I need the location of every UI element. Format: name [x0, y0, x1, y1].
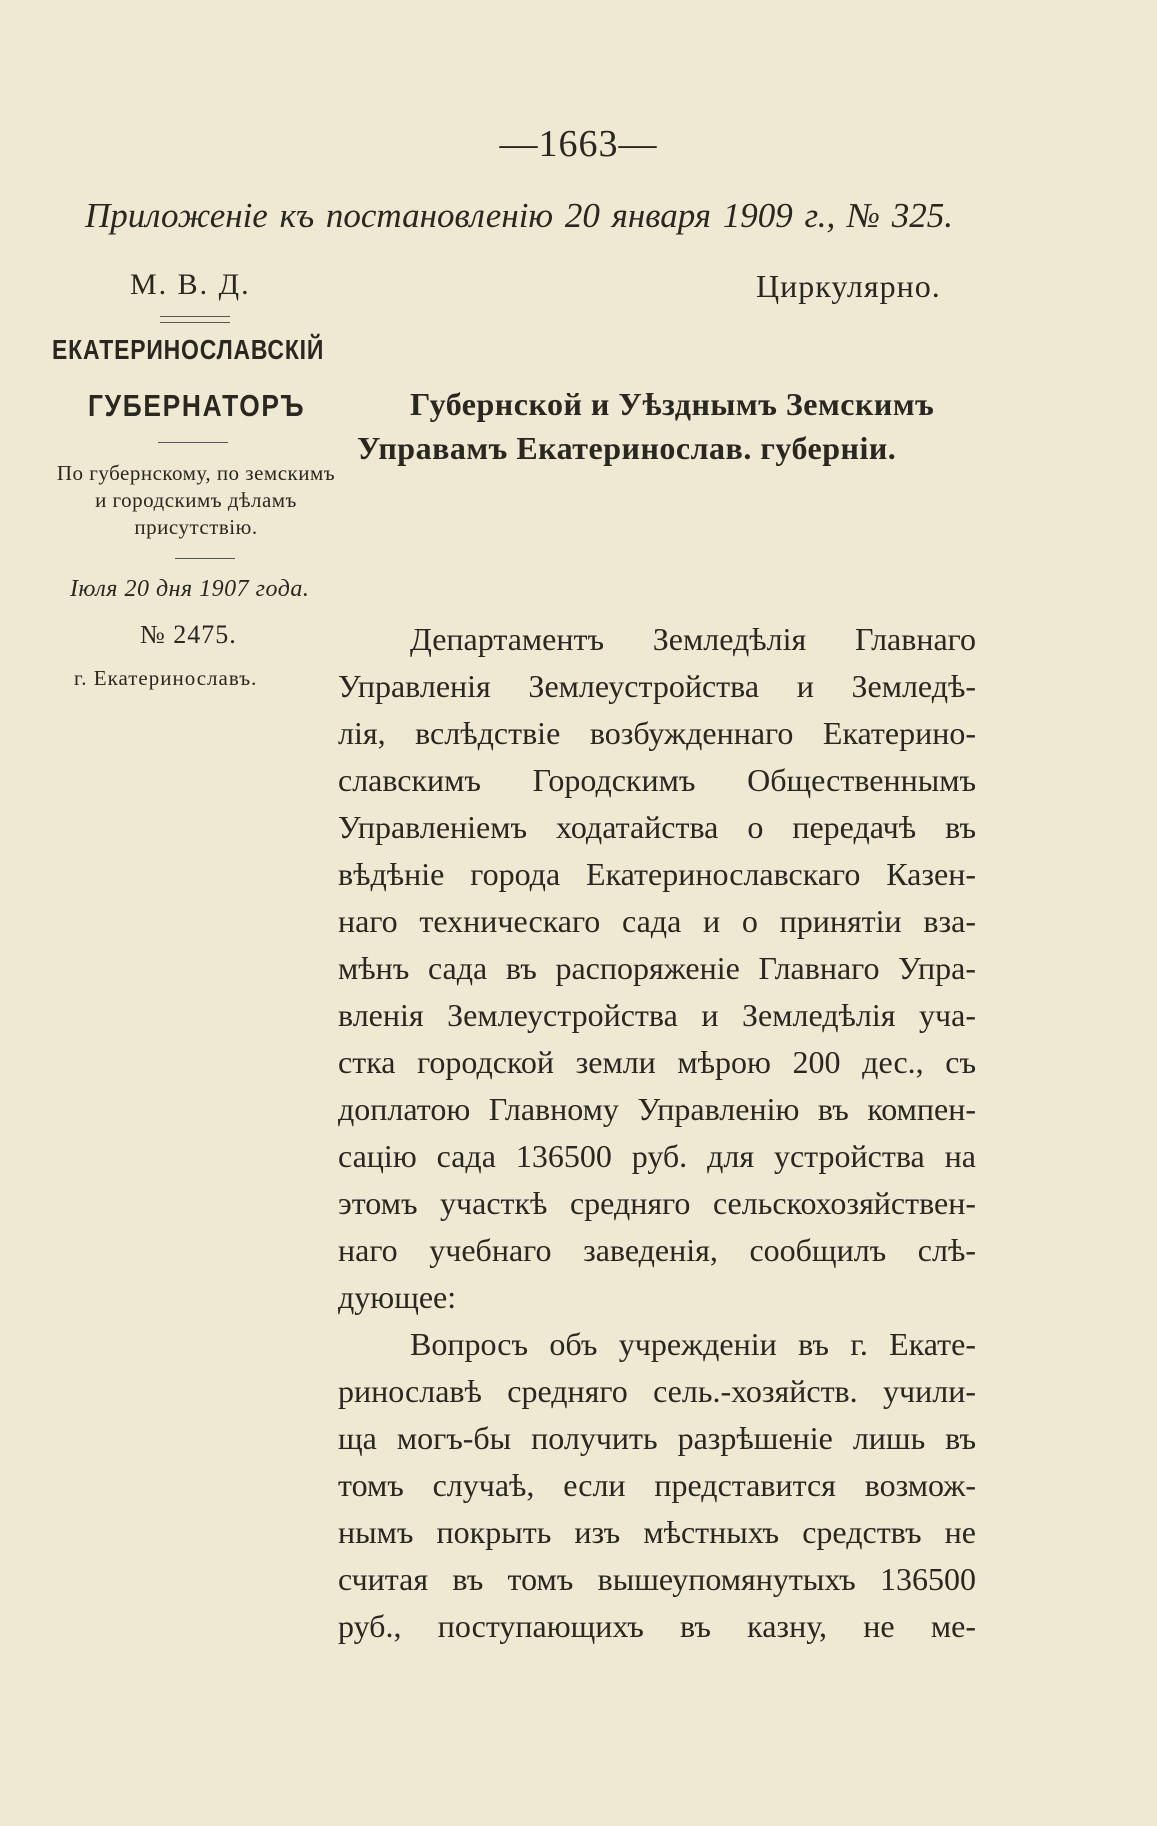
text-line: славскимъ Городскимъ Общественнымъ	[338, 762, 976, 798]
sender-title-line2: ГУБЕРНАТОРЪ	[88, 388, 306, 423]
text-line: дующее:	[338, 1279, 457, 1315]
page-number: —1663—	[499, 123, 658, 165]
text-line: вленія Землеустройства и Земледѣлія уча-	[338, 997, 976, 1033]
text-line: сацію сада 136500 руб. для устройства на	[338, 1138, 976, 1174]
text-line: стка городской земли мѣрою 200 дес., съ	[338, 1044, 976, 1080]
text-line: Управленіемъ ходатайства о передачѣ въ	[338, 809, 976, 845]
text-line: Управленія Землеустройства и Земледѣ-	[338, 668, 976, 704]
text-line: ринославѣ средняго сель.-хозяйств. учили-	[338, 1373, 976, 1409]
text-line: нымъ покрыть изъ мѣстныхъ средствъ не	[338, 1514, 976, 1550]
text-line: руб., поступающихъ въ казну, не ме-	[338, 1608, 976, 1644]
circular-label: Циркулярно.	[756, 268, 941, 304]
ministry-abbreviation: М. В. Д.	[130, 268, 251, 301]
text-line: считая въ томъ вышеупомянутыхъ 136500	[338, 1561, 976, 1597]
text-line: Департаментъ Земледѣлія Главнаго	[410, 621, 976, 657]
double-rule-divider	[160, 316, 230, 323]
document-number: № 2475.	[140, 620, 237, 649]
text-line: доплатою Главному Управленію въ компен-	[338, 1091, 976, 1127]
addressee-line1: Губернской и Уѣзднымъ Земскимъ	[410, 386, 935, 422]
text-line: наго техническаго сада и о принятіи вза-	[338, 903, 976, 939]
text-line: томъ случаѣ, если представится возмож-	[338, 1467, 976, 1503]
appendix-note: Приложеніе къ постановленію 20 января 1909 г., № 325.	[85, 196, 953, 235]
body-text	[338, 616, 976, 1650]
document-date: Іюля 20 дня 1907 года.	[70, 576, 310, 602]
text-line: этомъ участкѣ средняго сельскохозяйствен-	[338, 1185, 976, 1221]
text-line: Вопросъ объ учрежденіи въ г. Екате-	[410, 1326, 976, 1362]
subject-note: По губернскому, по земскимъ и городскимъ дѣламъ присутствію.	[56, 461, 336, 539]
document-city: г. Екатеринославъ.	[74, 666, 258, 690]
text-line: ща могъ-бы получить разрѣшеніе лишь въ	[338, 1420, 976, 1456]
text-line: наго учебнаго заведенія, сообщилъ слѣ-	[338, 1232, 976, 1268]
short-rule-divider	[175, 558, 235, 559]
rule-divider	[158, 442, 228, 443]
addressee-line2: Управамъ Екатеринослав. губерніи.	[357, 430, 897, 466]
text-line: вѣдѣніе города Екатеринославскаго Казен-	[338, 856, 976, 892]
text-line: мѣнъ сада въ распоряженіе Главнаго Упра-	[338, 950, 976, 986]
text-line: лія, вслѣдствіе возбужденнаго Екатерино-	[338, 715, 976, 751]
sender-title-line1: ЕКАТЕРИНОСЛАВСКІЙ	[52, 334, 325, 365]
